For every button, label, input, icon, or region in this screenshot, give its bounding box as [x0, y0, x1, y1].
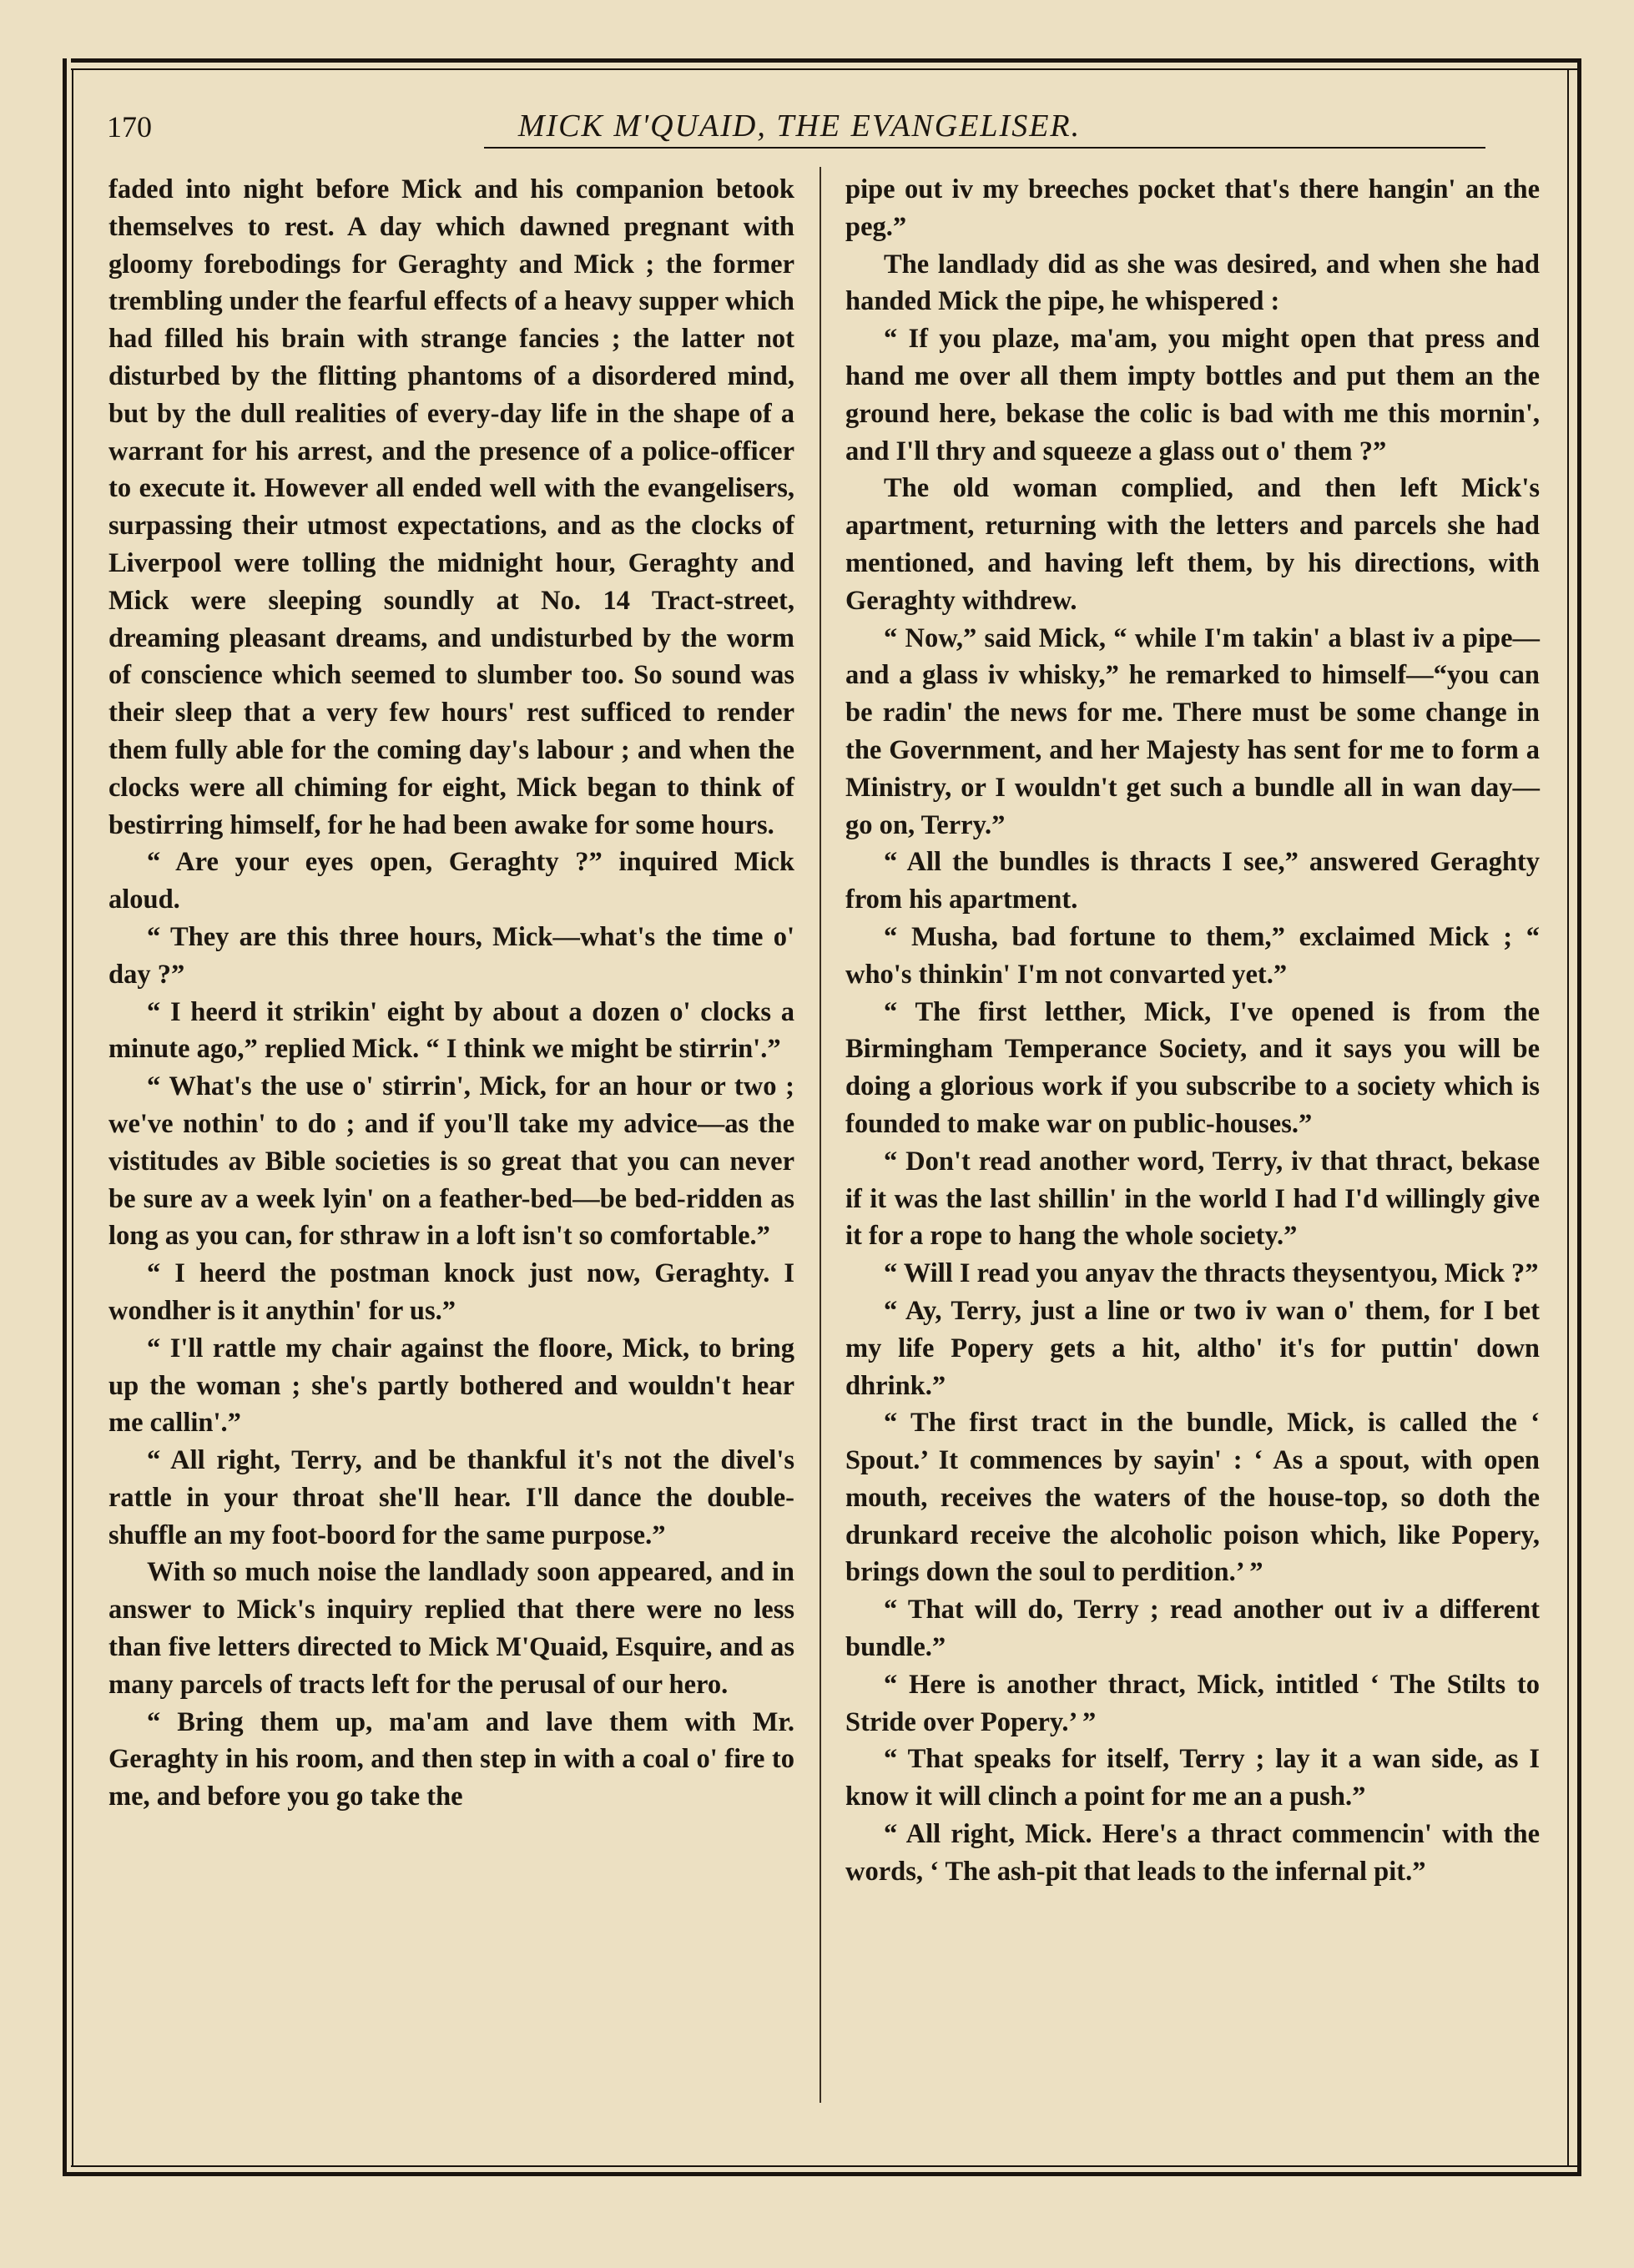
paragraph: “ All the bundles is thracts I see,” answered Geraghty from his apartment. [845, 847, 1540, 915]
paragraph: “ All right, Terry, and be thankful it's not the divel's rattle in your throat she'll hear. I'll dance the double-shuffle an my foot-boord for the same purpose.” [108, 1445, 794, 1550]
paragraph: “ Will I read you anyav the thracts theysentyou, Mick ?” [884, 1258, 1539, 1289]
paragraph: faded into night before Mick and his companion betook themselves to rest. A day which dawned pregnant with gloomy forebodings for Geraghty and Mick ; the former trembling under the fearful effects of a heavy supper which had filled his brain with strange fancies ; the latter not disturbed by the flitting phantoms of a disordered mind, but by the dull realities of every-day life in the shape of a warrant for his arrest, and the presence of a police-officer to execute it. However all ended well with the evangelisers, surpassing their utmost expectations, and as the clocks of Liverpool were tolling the midnight hour, Geraghty and Mick were sleeping soundly at No. 14 Tract-street, dreaming pleasant dreams, and undisturbed by the worm of conscience which seemed to slumber too. So sound was their sleep that a very few hours' rest sufficed to render them fully able for the coming day's labour ; and when the clocks were all chiming for eight, Mick began to think of bestirring himself, for he had been awake for some hours. [108, 174, 794, 840]
paragraph: “ Ay, Terry, just a line or two iv wan o' them, for I bet my life Popery gets a hit, altho' it's for puttin' down dhrink.” [845, 1295, 1540, 1401]
paragraph: “ Bring them up, ma'am and lave them with Mr. Geraghty in his room, and then step in with a coal o' fire to me, and before you go take the [108, 1706, 794, 1812]
paragraph: “ I'll rattle my chair against the floore, Mick, to bring up the woman ; she's partly bothered and wouldn't hear me callin'.” [108, 1333, 794, 1439]
page-number: 170 [107, 110, 152, 144]
paragraph: The old woman complied, and then left Mick's apartment, returning with the letters and parcels she had mentioned, and having left them, by his directions, with Geraghty withdrew. [845, 473, 1540, 616]
paragraph: “ If you plaze, ma'am, you might open that press and hand me over all them impty bottles and put them an the ground here, bekase the colic is bad with me this mornin', and I'll thry and squeeze a glass out o' them ?” [845, 324, 1540, 466]
frame-right-rule-thick [1577, 58, 1581, 2174]
paragraph: “ That will do, Terry ; read another out iv a different bundle.” [845, 1595, 1540, 1663]
paragraph: “ I heerd it strikin' eight by about a dozen o' clocks a minute ago,” replied Mick. “ I think we might be stirrin'.” [108, 996, 794, 1065]
paragraph: “ They are this three hours, Mick—what's the time o' day ?” [108, 921, 794, 990]
frame-left-rule-thin [72, 68, 73, 2167]
paragraph: “ Don't read another word, Terry, iv that thract, bekase if it was the last shillin' in the world I had I'd willingly give it for a rope to hang the whole society.” [845, 1146, 1540, 1252]
paragraph: “ That speaks for itself, Terry ; lay it a wan side, as I know it will clinch a point for me an a push.” [845, 1744, 1540, 1812]
left-column [108, 171, 794, 1816]
frame-top-rule-thin [71, 68, 1581, 70]
frame-bottom-rule-thick [63, 2172, 1581, 2176]
paragraph: pipe out iv my breeches pocket that's there hangin' an the peg.” [845, 174, 1540, 242]
paragraph: “ The first tract in the bundle, Mick, is called the ‘ Spout.’ It commences by sayin' : ‘ As a spout, with open mouth, receives the waters of the house-top, so doth the drunkard receive the alcoholic poison which, like Popery, brings down the soul to perdition.’ ” [845, 1408, 1540, 1588]
frame-top-rule-thick [71, 58, 1581, 63]
frame-left-rule-thick [63, 58, 67, 2174]
paragraph: “ Musha, bad fortune to them,” exclaimed Mick ; “ who's thinkin' I'm not convarted yet.” [845, 921, 1540, 990]
right-column [845, 171, 1540, 1891]
frame-bottom-rule-thin [71, 2165, 1581, 2167]
paragraph: “ The first letther, Mick, I've opened is from the Birmingham Temperance Society, and it says you will be doing a glorious work if you subscribe to a society which is founded to make war on public-houses.” [845, 996, 1540, 1139]
column-divider [820, 167, 821, 2103]
paragraph: “ Here is another thract, Mick, intitled ‘ The Stilts to Stride over Popery.’ ” [845, 1669, 1540, 1737]
page-header [73, 104, 1526, 154]
frame-right-rule-thin [1567, 68, 1569, 2167]
paragraph: “ What's the use o' stirrin', Mick, for an hour or two ; we've nothin' to do ; and if you'll take my advice—as the vistitudes av Bible societies is so great that you can never be sure av a week lyin' on a feather-bed—be bed-ridden as long as you can, for sthraw in a loft isn't so comfortable.” [108, 1071, 794, 1252]
paragraph: The landlady did as she was desired, and when she had handed Mick the pipe, he whispered : [845, 249, 1540, 317]
paragraph: With so much noise the landlady soon appeared, and in answer to Mick's inquiry replied that there were no less than five letters directed to Mick M'Quaid, Esquire, and as many parcels of tracts left for the perusal of our hero. [108, 1557, 794, 1700]
paragraph: “ All right, Mick. Here's a thract commencin' with the words, ‘ The ash-pit that leads to the infernal pit.” [845, 1819, 1540, 1887]
paragraph: “ I heerd the postman knock just now, Geraghty. I wondher is it anythin' for us.” [108, 1258, 794, 1326]
paragraph: “ Are your eyes open, Geraghty ?” inquired Mick aloud. [108, 847, 794, 915]
paragraph: “ Now,” said Mick, “ while I'm takin' a blast iv a pipe—and a glass iv whisky,” he remarked to himself—“you can be radin' the news for me. There must be some change in the Government, and her Majesty has sent for me to form a Ministry, or I wouldn't get such a bundle all in wan day—go on, Terry.” [845, 622, 1540, 840]
running-title: MICK M'QUAID, THE EVANGELISER. [517, 108, 1082, 144]
